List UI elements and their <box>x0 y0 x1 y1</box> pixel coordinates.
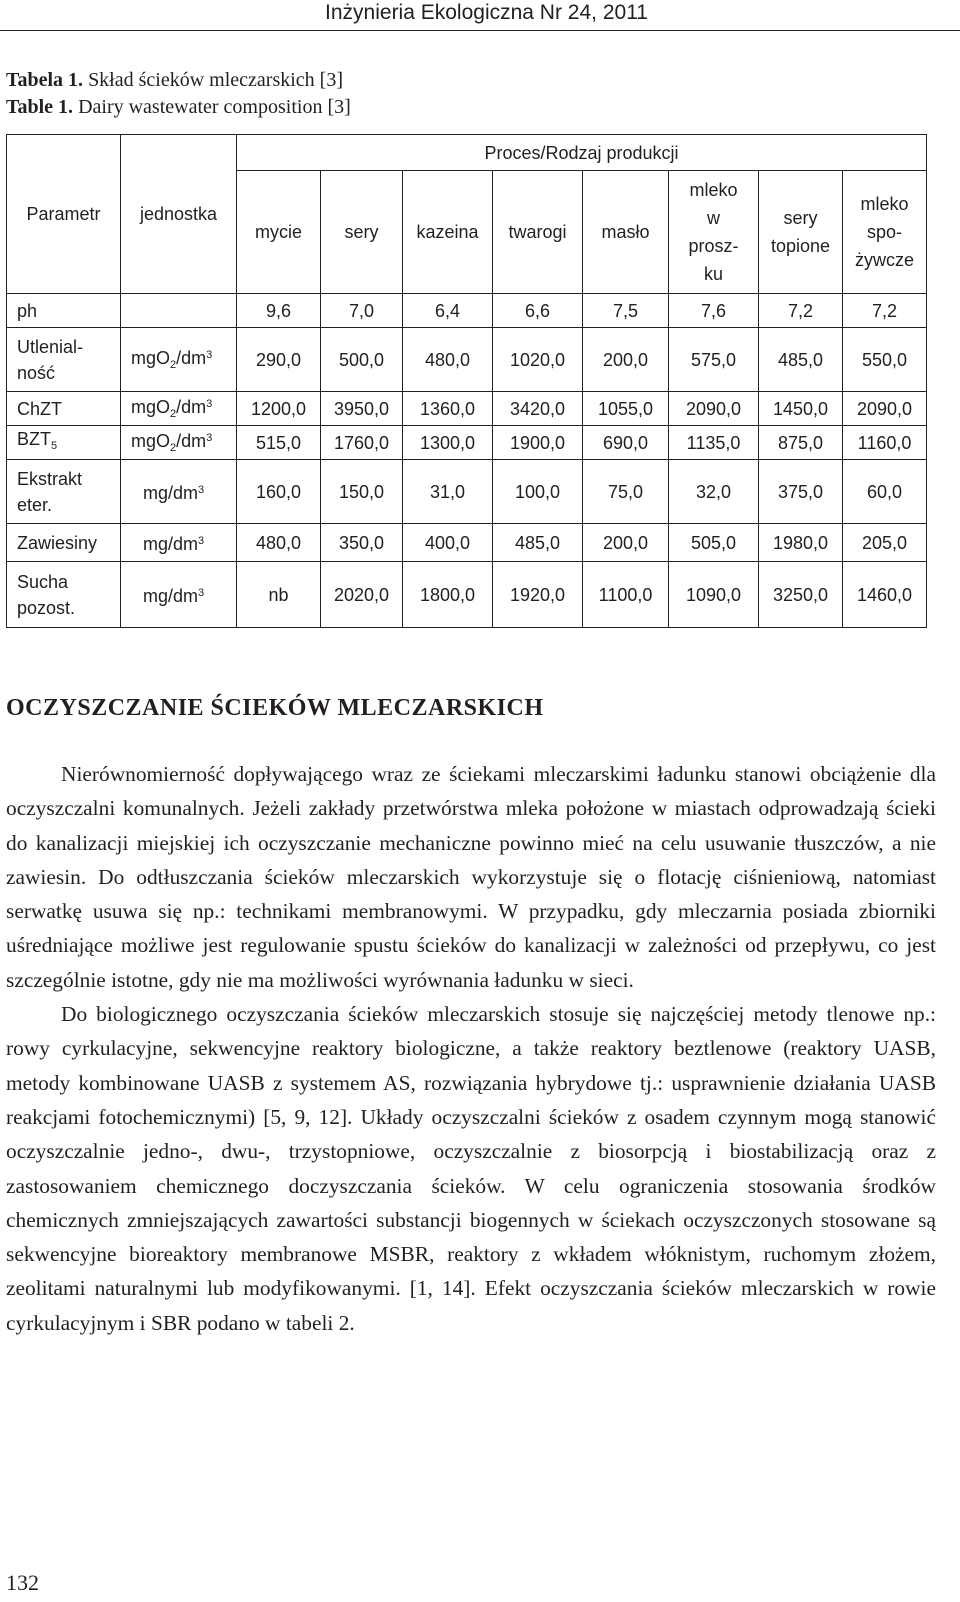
value-cell: 200,0 <box>583 328 669 392</box>
value-cell: 100,0 <box>493 460 583 524</box>
value-cell: 9,6 <box>237 294 321 328</box>
param-cell: Zawiesiny <box>7 524 121 562</box>
value-cell: 7,0 <box>321 294 403 328</box>
param-cell: ChZT <box>7 392 121 426</box>
value-cell: 690,0 <box>583 426 669 460</box>
value-cell: 480,0 <box>237 524 321 562</box>
value-cell: 3250,0 <box>759 562 843 628</box>
value-cell: 31,0 <box>403 460 493 524</box>
composition-table <box>6 134 927 628</box>
table-caption <box>6 67 351 121</box>
header-process-group: Proces/Rodzaj produkcji <box>237 135 927 171</box>
caption-pl-label: Tabela 1. <box>6 69 84 91</box>
value-cell: 3950,0 <box>321 392 403 426</box>
value-cell: 375,0 <box>759 460 843 524</box>
table-row <box>7 524 927 562</box>
value-cell: 7,2 <box>759 294 843 328</box>
running-header <box>0 0 960 34</box>
unit-cell <box>121 294 237 328</box>
value-cell: 485,0 <box>493 524 583 562</box>
value-cell: 32,0 <box>669 460 759 524</box>
body-text <box>6 757 936 1340</box>
param-cell: Sucha pozost. <box>7 562 121 628</box>
header-parametr: Parametr <box>7 135 121 294</box>
table-row <box>7 460 927 524</box>
journal-title: Inżynieria Ekologiczna Nr 24, 2011 <box>325 1 648 24</box>
value-cell: 1135,0 <box>669 426 759 460</box>
value-cell: 485,0 <box>759 328 843 392</box>
value-cell: 2090,0 <box>843 392 927 426</box>
value-cell: 480,0 <box>403 328 493 392</box>
value-cell: 1160,0 <box>843 426 927 460</box>
param-cell: $BZT_5$ <box>7 426 121 460</box>
header-sery-topione: sery topione <box>759 171 843 294</box>
table-row <box>7 562 927 628</box>
value-cell: 550,0 <box>843 328 927 392</box>
value-cell: 205,0 <box>843 524 927 562</box>
table-row <box>7 426 927 460</box>
caption-en <box>6 94 351 121</box>
value-cell: 2090,0 <box>669 392 759 426</box>
value-cell: 1100,0 <box>583 562 669 628</box>
value-cell: 6,4 <box>403 294 493 328</box>
value-cell: 60,0 <box>843 460 927 524</box>
caption-en-text: Dairy wastewater composition [3] <box>78 96 351 118</box>
value-cell: 7,5 <box>583 294 669 328</box>
section-title: OCZYSZCZANIE ŚCIEKÓW MLECZARSKICH <box>6 695 544 721</box>
value-cell: 400,0 <box>403 524 493 562</box>
value-cell: 290,0 <box>237 328 321 392</box>
caption-pl <box>6 67 351 94</box>
header-mycie: mycie <box>237 171 321 294</box>
unit-cell: $mgO_2/dm^3$ <box>121 426 237 460</box>
value-cell: 1055,0 <box>583 392 669 426</box>
value-cell: 500,0 <box>321 328 403 392</box>
value-cell: 1300,0 <box>403 426 493 460</box>
header-sery: sery <box>321 171 403 294</box>
value-cell: 6,6 <box>493 294 583 328</box>
value-cell: 3420,0 <box>493 392 583 426</box>
value-cell: 2020,0 <box>321 562 403 628</box>
value-cell: nb <box>237 562 321 628</box>
value-cell: 1450,0 <box>759 392 843 426</box>
header-rule <box>0 30 960 31</box>
caption-pl-text: Skład ścieków mleczarskich [3] <box>88 69 343 91</box>
table-row <box>7 294 927 328</box>
header-mleko-spozywcze: mleko spo- żywcze <box>843 171 927 294</box>
param-cell: ph <box>7 294 121 328</box>
value-cell: 875,0 <box>759 426 843 460</box>
value-cell: 1090,0 <box>669 562 759 628</box>
paragraph: Nierównomierność dopływającego wraz ze ściekami mleczarskimi ładunku stanowi obciążenie dla oczyszczalni komunalnych. Jeżeli zakłady przetwórstwa mleka położone w miastach odprowadzają ścieki do kanalizacji miejskiej ich oczyszczanie mechaniczne powinno mieć na celu usuwanie tłuszczów, a nie zawiesin. Do odtłuszczania ścieków mleczarskich wykorzystuje się o flotację ciśnieniową, natomiast serwatkę usuwa się np.: technikami membranowymi. W przypadku, gdy mleczarnia posiada zbiorniki uśredniające możliwe jest regulowanie spustu ścieków do kanalizacji w zależności od przepływu, co jest szczególnie istotne, gdy nie ma możliwości wyrównania ładunku w sieci. <box>6 762 936 992</box>
value-cell: 7,6 <box>669 294 759 328</box>
value-cell: 7,2 <box>843 294 927 328</box>
unit-cell: $mg/dm^3$ <box>121 460 237 524</box>
header-jednostka: jednostka <box>121 135 237 294</box>
param-cell: Utlenial- ność <box>7 328 121 392</box>
table-row <box>7 328 927 392</box>
header-kazeina: kazeina <box>403 171 493 294</box>
value-cell: 75,0 <box>583 460 669 524</box>
value-cell: 1200,0 <box>237 392 321 426</box>
caption-en-label: Table 1. <box>6 96 74 118</box>
value-cell: 350,0 <box>321 524 403 562</box>
unit-cell: $mgO_2/dm^3$ <box>121 392 237 426</box>
value-cell: 1980,0 <box>759 524 843 562</box>
value-cell: 515,0 <box>237 426 321 460</box>
param-cell: Ekstrakt eter. <box>7 460 121 524</box>
unit-cell: $mgO_2/dm^3$ <box>121 328 237 392</box>
value-cell: 200,0 <box>583 524 669 562</box>
composition-table-wrapper <box>6 134 927 628</box>
value-cell: 1360,0 <box>403 392 493 426</box>
value-cell: 575,0 <box>669 328 759 392</box>
unit-cell: $mg/dm^3$ <box>121 524 237 562</box>
unit-cell: $mg/dm^3$ <box>121 562 237 628</box>
value-cell: 1460,0 <box>843 562 927 628</box>
table-row <box>7 392 927 426</box>
value-cell: 1020,0 <box>493 328 583 392</box>
value-cell: 1800,0 <box>403 562 493 628</box>
header-mleko-w-proszku: mleko w prosz- ku <box>669 171 759 294</box>
value-cell: 1900,0 <box>493 426 583 460</box>
header-maslo: masło <box>583 171 669 294</box>
value-cell: 1920,0 <box>493 562 583 628</box>
value-cell: 505,0 <box>669 524 759 562</box>
header-twarogi: twarogi <box>493 171 583 294</box>
value-cell: 150,0 <box>321 460 403 524</box>
header-row-group <box>7 135 927 171</box>
value-cell: 1760,0 <box>321 426 403 460</box>
page-number: 132 <box>6 1570 39 1595</box>
paragraph: Do biologicznego oczyszczania ścieków mleczarskich stosuje się najczęściej metody tlenowe np.: rowy cyrkulacyjne, sekwencyjne reaktory biologiczne, a także reaktory beztlenowe (reaktory UASB, metody kombinowane UASB z systemem AS, rozwiązania hybrydowe tj.: usprawnienie działania UASB reakcjami fotochemicznymi) [5, 9, 12]. Układy oczyszczalni ścieków z osadem czynnym mogą stanowić oczyszczalnie jedno-, dwu-, trzystopniowe, oczyszczalnie z biosorpcją i biostabilizacją oraz z zastosowaniem chemicznego doczyszczania ścieków. W celu ograniczenia stosowania środków chemicznych zmniejszających zawartości substancji biogennych w ściekach oczyszczonych stosowane są sekwencyjne bioreaktory membranowe MSBR, reaktory z wkładem włóknistym, ruchomym złożem, zeolitami naturalnymi lub modyfikowanymi. [1, 14]. Efekt oczyszczania ścieków mleczarskich w rowie cyrkulacyjnym i SBR podano w tabeli 2. <box>6 1002 936 1335</box>
value-cell: 160,0 <box>237 460 321 524</box>
